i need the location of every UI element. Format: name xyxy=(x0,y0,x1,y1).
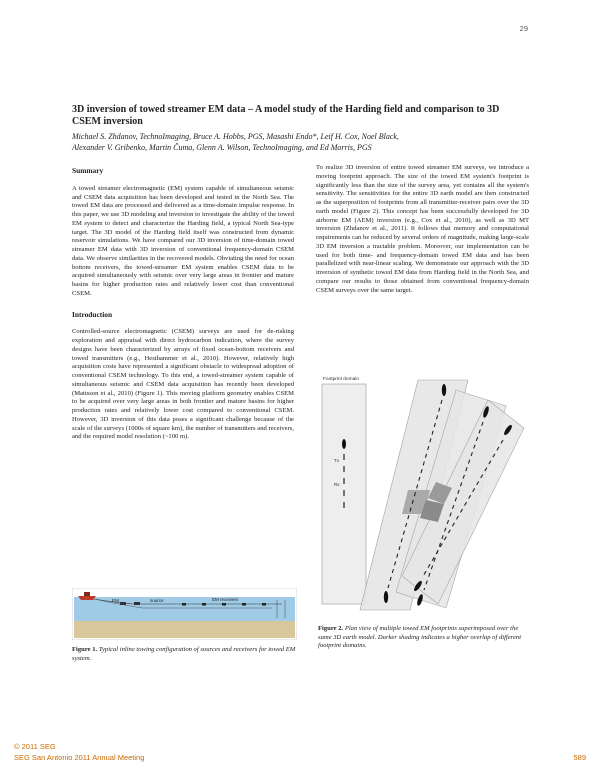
paper-title: 3D inversion of towed streamer EM data – A model study of the Harding field and comparison to 3D CSEM inversion xyxy=(72,104,500,127)
label-em: EM xyxy=(112,598,119,603)
footprint-overlay xyxy=(360,380,524,610)
summary-heading: Summary xyxy=(72,166,104,175)
right-paragraph: To realize 3D inversion of entire towed streamer EM surveys, we introduce a moving footprint approach. The size of the towed EM system's footprint is significantly less than the size of the survey area, yet contains all the system's sensitivity. The sensitivities for the entire 3D earth model are then constructed as the superposition of footprints from all transmitter-receiver pairs over the 3D earth model (Figure 2). This concept has been successfully developed for 3D airborne EM (AEM) inversion (e.g., Cox et al., 2010), as well as 3D MT inversion (Zhdanov et al., 2011). It follows that memory and computational requirements can be reduced by several orders of magnitude, making large-scale 3D EM inversion a tractable problem. Moreover, our implementation can be used for both time- and frequency-domain towed EM data and has been parallelized with near-linear scaling. We demonstrate our approach with the 3D inversion of synthetic towed EM data from Harding field in the North Sea, and compare our results to those obtained from conventional frequency-domain CSEM surveys over the same target. xyxy=(316,164,529,294)
figure-2-caption xyxy=(318,625,530,651)
page-number: 29 xyxy=(519,24,528,33)
figure-2-diagram xyxy=(318,372,528,616)
introduction-paragraph: Controlled-source electromagnetic (CSEM) surveys are used for de-risking exploration and appraisal with direct hydrocarbon indication, where the survey designs have been characterized by arrays of fixed ocean-bottom receivers and towed transmitters (e.g., Hesthammer et al., 2010). However, relatively high acquisition costs have represented a significant obstacle to widespread adoption of conventional CSEM technology. To this end, a towed-streamer system capable of simultaneous seismic and CSEM data acquisition has recently been developed (Mattsson et al., 2010) (Figure 1). This moving platform geometry enables CSEM to be acquired over very large areas in both frontier and mature basins for higher production rates and relatively lower cost compared to conventional CSEM. However, 3D inversion of this data poses a significant challenge because of the scale of the surveys (1000s of square km), the number of transmitters and receivers, and the required model resolution (~100 m). xyxy=(72,328,294,441)
figure-2-label: Figure 2. xyxy=(318,625,344,632)
figure-2-caption-text: Plan view of multiple towed EM footprints superimposed over the same 3D earth model. Darker shading indicates a higher overlap of different footprint domains. xyxy=(318,625,522,649)
author-list xyxy=(72,131,532,153)
label-footprint-domain: Footprint domain xyxy=(323,377,359,382)
figure-1-diagram xyxy=(72,588,297,640)
label-source: source xyxy=(150,598,164,603)
source-electrode xyxy=(134,602,140,605)
source-electrode xyxy=(120,602,126,605)
figure-1-label: Figure 1. xyxy=(72,646,98,653)
footer-meeting: SEG San Antonio 2011 Annual Meeting xyxy=(14,753,145,762)
seabed-layer xyxy=(74,621,295,638)
figure-1-caption-text: Typical inline towing configuration of sources and receivers for towed EM system. xyxy=(72,646,296,662)
authors-line-2: Alexander V. Gribenko, Martin Čuma, Glenn A. Wilson, TechnoImaging, and Ed Morris, PGS xyxy=(72,143,372,152)
vessel-marker xyxy=(342,439,346,449)
footer-page-number: 589 xyxy=(573,753,586,762)
sea-layer xyxy=(74,597,295,621)
right-column xyxy=(316,164,529,303)
label-receivers: EM receivers xyxy=(212,597,239,602)
footer-copyright: © 2011 SEG xyxy=(14,742,56,751)
label-rx: Rx xyxy=(334,482,340,487)
summary-paragraph: A towed streamer electromagnetic (EM) system capable of simultaneous seismic and CSEM data acquisition has been developed and tested in the North Sea. The towed EM data are processed and delivered as a time-domain impulse response. In this paper, we use 3D modeling and inversion to investigate the ability of the towed EM system to detect and characterize the Harding field, a typical North Sea-type target. The 3D model of the Harding field itself was constructed from dynamic reservoir simulations. We have compared our 3D inversion of time-domain towed streamer EM data with 3D inversion of conventional frequency-domain CSEM data. We observe similarities in the recovered models. Obviating the need for ocean bottom receivers, the towed-streamer EM system enables CSEM data to be acquired simultaneously with seismic over very large areas in frontier and mature basins for higher production rates and relatively lower cost than conventional CSEM. xyxy=(72,184,294,297)
left-column xyxy=(72,167,294,450)
introduction-heading: Introduction xyxy=(72,309,113,319)
figure-1-caption xyxy=(72,646,298,663)
authors-line-1: Michael S. Zhdanov, TechnoImaging, Bruce A. Hobbs, PGS, Masashi Endo*, Leif H. Cox, Noel Black, xyxy=(72,132,399,141)
label-tx: Tx xyxy=(334,458,339,463)
